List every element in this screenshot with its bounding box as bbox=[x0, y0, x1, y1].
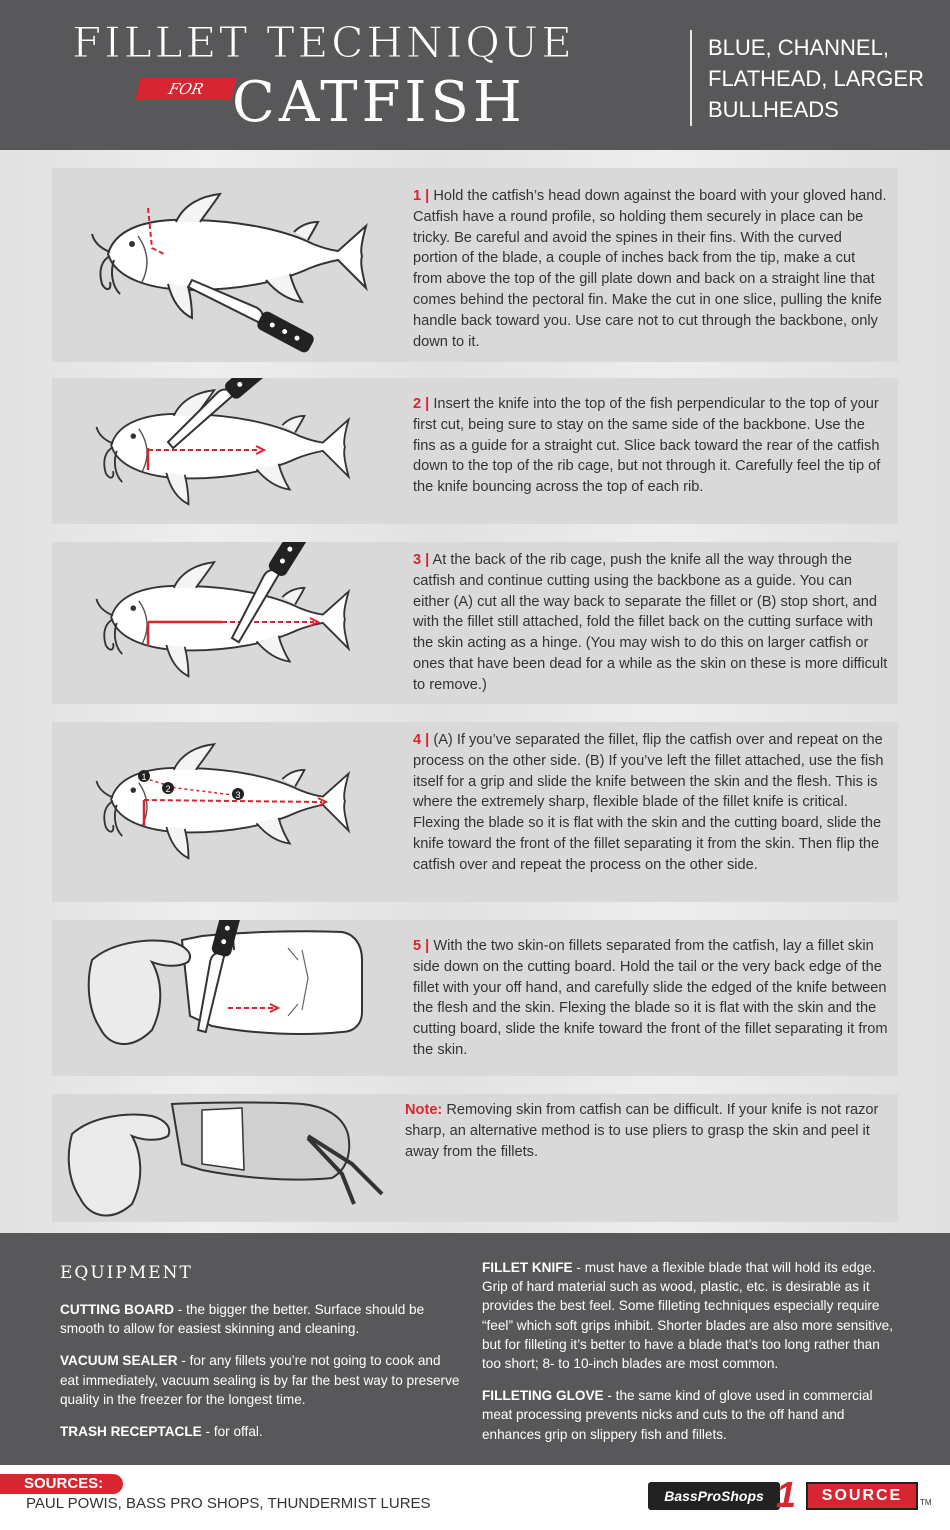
step-3-number: 3 | bbox=[413, 552, 430, 568]
bass-pro-1source-logo bbox=[648, 1474, 932, 1515]
equipment-item-name: CUTTING BOARD bbox=[60, 1302, 175, 1317]
step-1-number: 1 | bbox=[413, 188, 430, 204]
logo-number: 1 bbox=[776, 1474, 797, 1515]
step-1-body: Hold the catfish’s head down against the board with your gloved hand. Catfish have a round profile, so holding them securely in place can be tricky. Be careful and avoid the spines in their fins. With the curved portion of the blade, a couple of inches back from the tip, make a cut from above the top of the gill plate down and back on a straight line that comes behind the pectoral fin. Make the cut in one slice, pulling the knife handle back toward you. Use care not to cut through the backbone, only down to it. bbox=[413, 188, 887, 350]
step-4-text bbox=[413, 730, 888, 876]
equipment-right-column bbox=[482, 1258, 902, 1457]
equipment-item bbox=[482, 1258, 902, 1373]
sources-label: SOURCES: bbox=[0, 1474, 123, 1494]
step-4-body: (A) If you’ve separated the fillet, flip the catfish over and repeat on the process on the other side. (B) If you’ve left the fillet attached, use the fish itself for a grip and slide the knife between the skin and the flesh. This is where the extremely sharp, flexible blade of the fillet knife is critical. Flexing the blade so it is flat with the skin and the cutting board, slide the knife toward the front of the fillet separating it from the skin. Then flip the catfish over and repeat the process on the other side. bbox=[413, 732, 884, 873]
step-2-text bbox=[413, 394, 888, 498]
step-4-number: 4 | bbox=[413, 732, 430, 748]
equipment-item-name: VACUUM SEALER bbox=[60, 1353, 178, 1369]
marker-2-label: 2 bbox=[165, 784, 171, 794]
step-5-number: 5 | bbox=[413, 938, 430, 954]
equipment-title: EQUIPMENT bbox=[60, 1263, 193, 1283]
step-2-body: Insert the knife into the top of the fish perpendicular to the top of your first cut, being sure to stay on the same side of the backbone. Use the fins as a guide for a straight cut. Slice back toward the rear of the catfish down to the top of the rib cage, but not through it. Carefully feel the tip of the knife bouncing across the top of each rib. bbox=[413, 396, 881, 496]
equipment-item-desc: - for any fillets you’re not going to cook and eat immediately, vacuum sealing is by far the best way to preserve quality in the freezer for the longest time. bbox=[60, 1353, 460, 1407]
note-label: Note: bbox=[405, 1102, 443, 1118]
step3-illustration bbox=[52, 542, 392, 704]
note-panel bbox=[52, 1094, 898, 1222]
step5-illustration bbox=[52, 920, 392, 1076]
pliers-illustration bbox=[52, 1094, 392, 1222]
logo-source-text: SOURCE bbox=[806, 1482, 918, 1510]
equipment-item-desc: - must have a flexible blade that will hold its edge. Grip of hard material such as wood, plastic, etc. is desirable as it provides the best feel. Some filleting techniques especially require “feel” which soft grips inhibit. Shorter blades are also more sensitive, but for filleting it’s better to have a blade that’s too long rather than too short; 8- to 10-inch blades are most common. bbox=[482, 1260, 894, 1372]
marker-3-label: 3 bbox=[235, 790, 241, 800]
header-divider bbox=[690, 30, 692, 126]
step-panel-2 bbox=[52, 378, 898, 524]
equipment-item bbox=[482, 1386, 902, 1444]
equipment-item bbox=[60, 1351, 460, 1409]
marker-1-label: 1 bbox=[141, 772, 147, 782]
note-body: Removing skin from catfish can be difficult. If your knife is not razor sharp, an alternative method is to use pliers to grasp the skin and peel it away from the fillets. bbox=[405, 1102, 879, 1160]
page-title-line1: FILLET TECHNIQUE bbox=[72, 18, 575, 67]
step-1-text bbox=[413, 186, 888, 352]
step-3-text bbox=[413, 550, 888, 696]
step2-illustration bbox=[52, 378, 392, 524]
equipment-item bbox=[60, 1422, 460, 1441]
step-5-body: With the two skin-on fillets separated from the catfish, lay a fillet skin side down on the cutting board. Hold the tail or the very back edge of the fillet with your off hand, and carefully slide the edged of the knife between the flesh and the skin. Flexing the blade so it is flat with the skin and the cutting board, slide the knife toward the front of the fillet separating it from the skin. bbox=[413, 938, 888, 1058]
step-panel-4 bbox=[52, 722, 898, 902]
equipment-item-name: FILLETING GLOVE bbox=[482, 1388, 604, 1404]
species-subtitle bbox=[708, 32, 938, 125]
step-panel-5 bbox=[52, 920, 898, 1076]
page-title-line2: CATFISH bbox=[232, 70, 526, 135]
step-panel-1 bbox=[52, 168, 898, 362]
equipment-item bbox=[60, 1300, 460, 1338]
sources-text: PAUL POWIS, BASS PRO SHOPS, THUNDERMIST LURES bbox=[26, 1495, 431, 1512]
subtitle-line: FLATHEAD, LARGER bbox=[708, 66, 924, 91]
step-3-body: At the back of the rib cage, push the knife all the way through the catfish and continue cutting using the backbone as a guide. You can either (A) cut all the way back to separate the fillet or (B) stop short, and with the fillet still attached, fold the fillet back on the cutting surface with the skin acting as a hinge. (You may wish to do this on larger catfish or ones that have been dead for a while as the skin on these is more difficult to remove.) bbox=[413, 552, 888, 693]
equipment-left-column bbox=[60, 1300, 460, 1454]
equipment-item-desc: - the same kind of glove used in commercial meat processing prevents nicks and cuts to the off hand and enhances grip on slippery fish and fillets. bbox=[482, 1388, 873, 1442]
step4-illustration bbox=[52, 722, 392, 902]
step-2-number: 2 | bbox=[413, 396, 430, 412]
logo-trademark: TM bbox=[920, 1498, 932, 1507]
equipment-item-desc: - the bigger the better. Surface should be smooth to allow for easiest skinning and cleaning. bbox=[60, 1302, 425, 1337]
equipment-item-name: FILLET KNIFE bbox=[482, 1260, 573, 1275]
step1-illustration bbox=[52, 168, 392, 362]
equipment-item-name: TRASH RECEPTACLE bbox=[60, 1424, 202, 1440]
subtitle-line: BULLHEADS bbox=[708, 97, 839, 122]
subtitle-line: BLUE, CHANNEL, bbox=[708, 35, 889, 60]
title-for-ribbon: FOR bbox=[135, 78, 236, 100]
equipment-item-desc: - for offal. bbox=[201, 1424, 263, 1440]
note-text bbox=[405, 1100, 888, 1162]
logo-brand-text: BassProShops bbox=[648, 1482, 780, 1510]
step-panel-3 bbox=[52, 542, 898, 704]
step-5-text bbox=[413, 936, 888, 1061]
